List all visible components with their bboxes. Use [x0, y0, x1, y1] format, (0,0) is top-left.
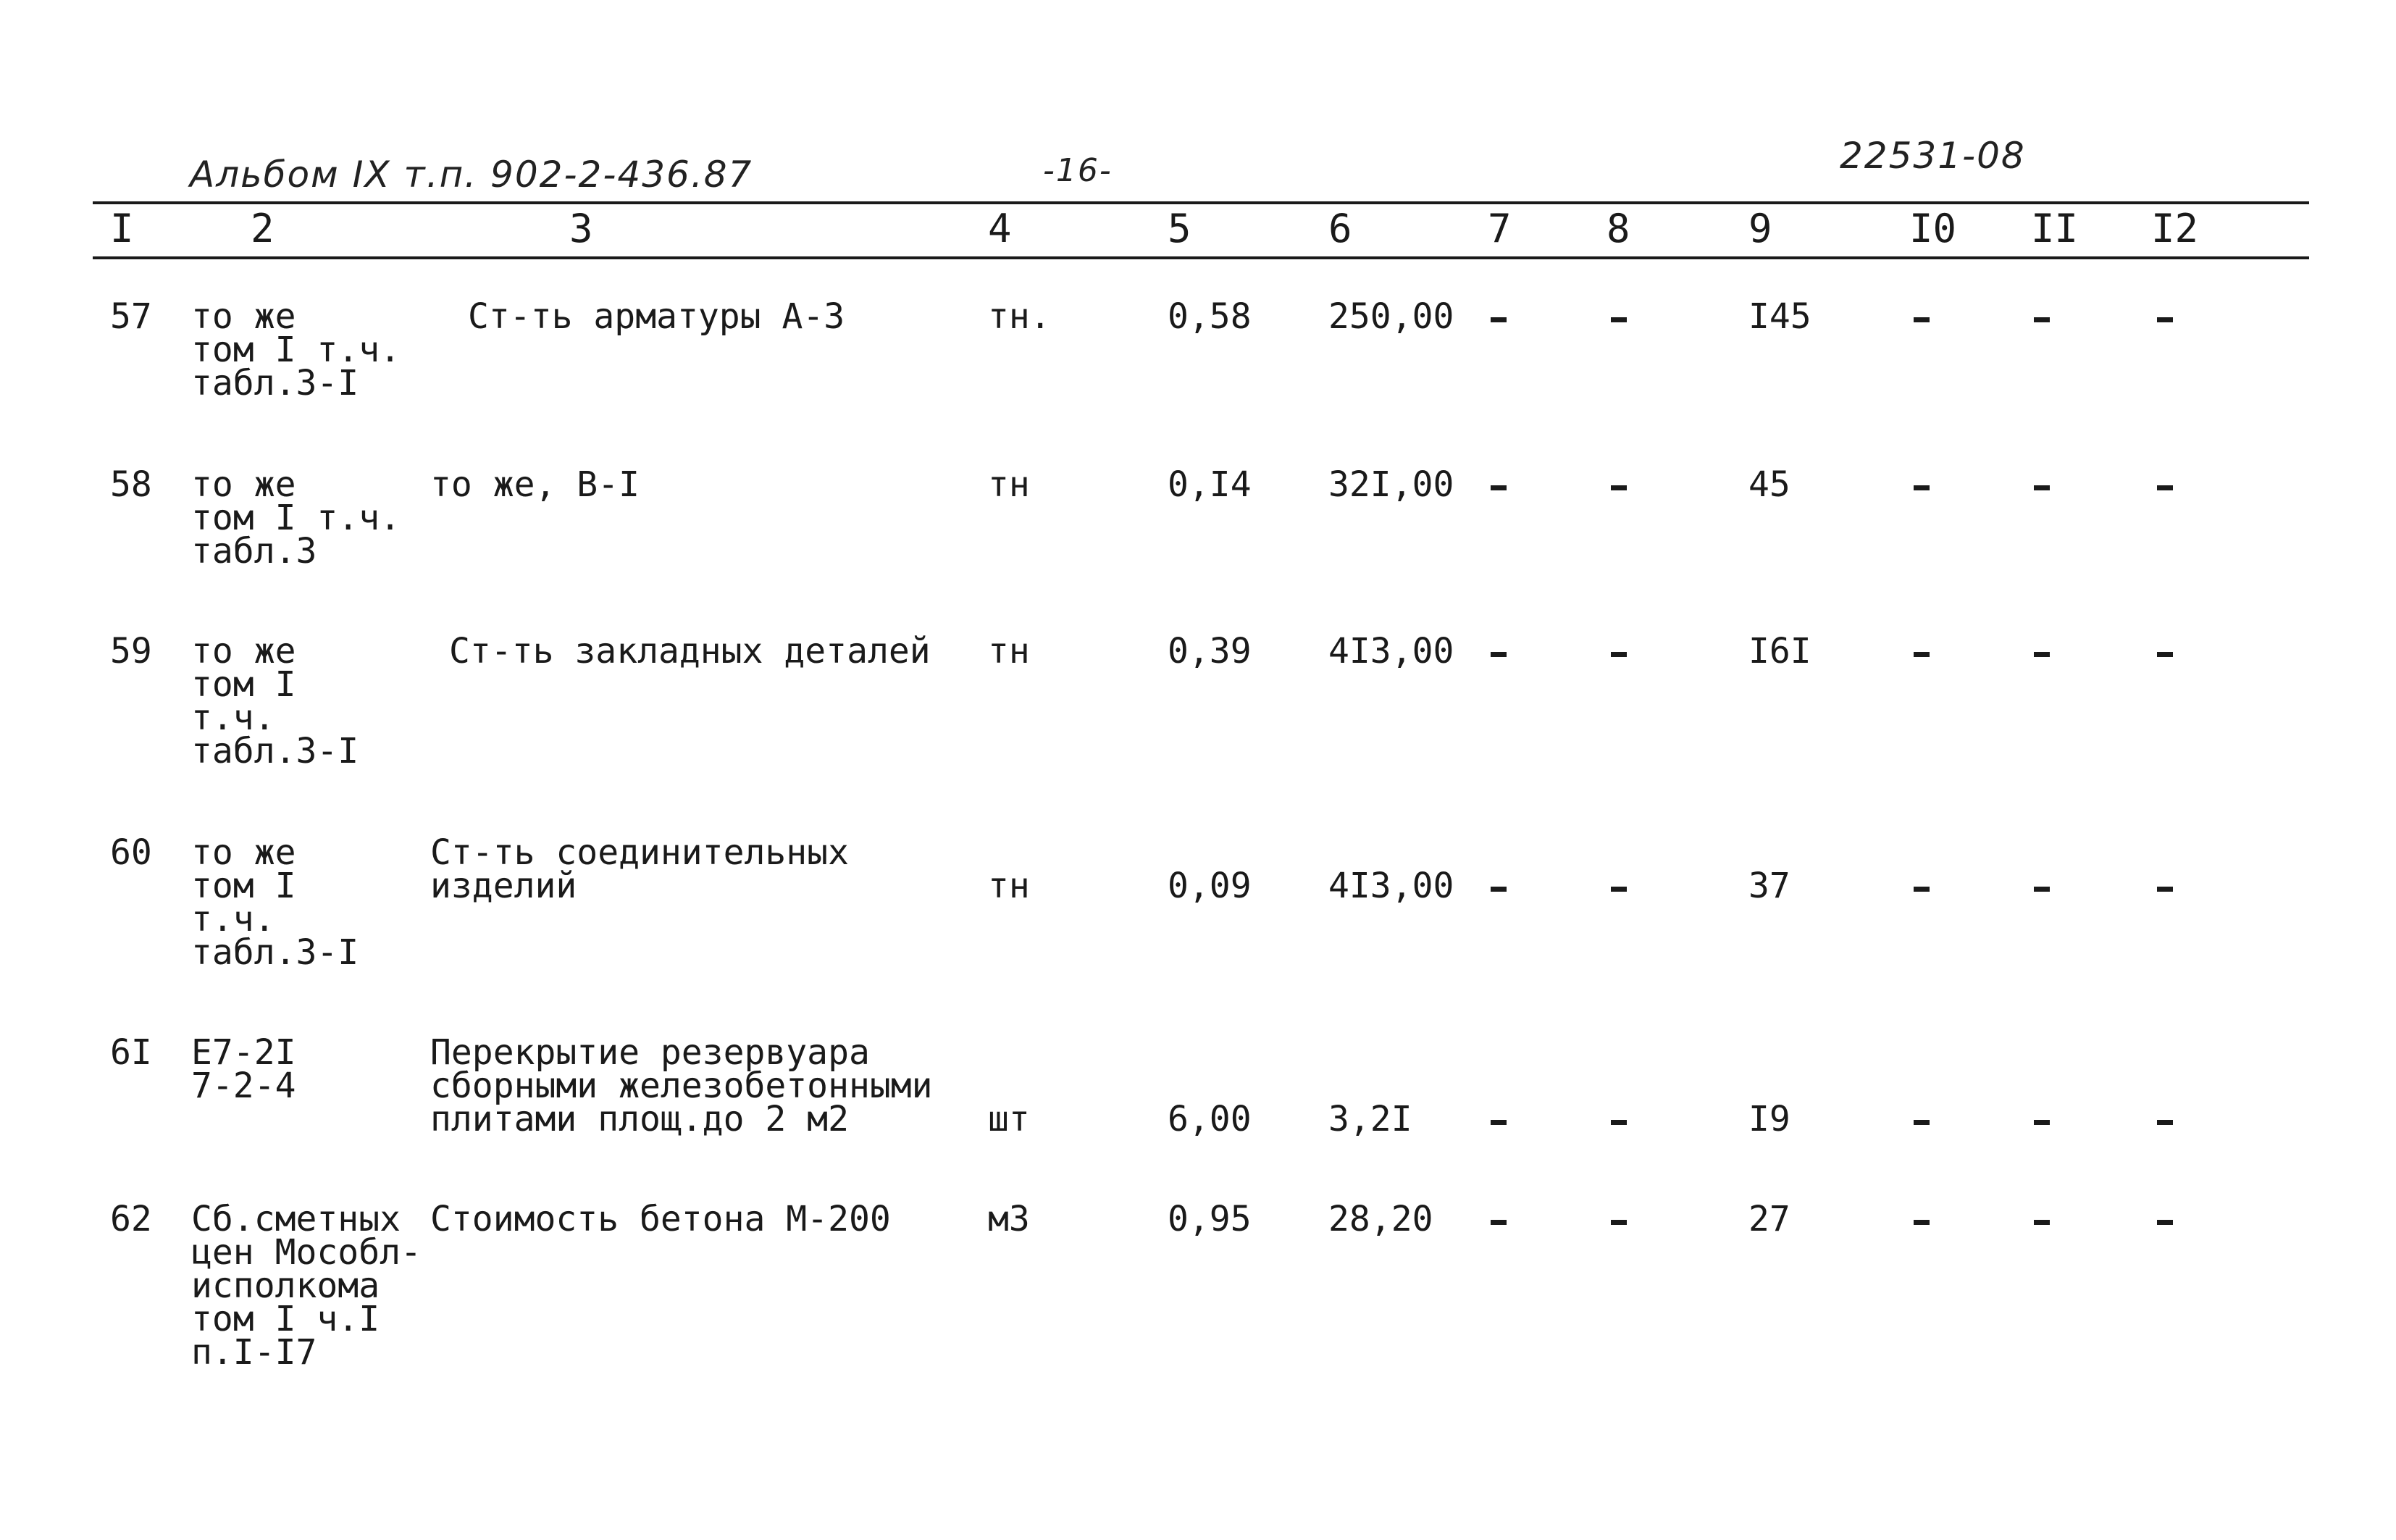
- column-header: 2: [251, 206, 275, 251]
- source-reference: то же том I т.ч. табл.3-I: [191, 631, 359, 771]
- column-header: I0: [1909, 206, 1957, 251]
- quantity: 0,95: [1168, 1199, 1252, 1239]
- quantity: 0,58: [1168, 296, 1252, 337]
- unit: тн.: [988, 296, 1051, 337]
- source-reference: то же том I т.ч. табл.3: [191, 464, 401, 572]
- empty-cell-dash: [2034, 887, 2050, 892]
- total-value: 37: [1748, 866, 1790, 906]
- unit: тн: [988, 866, 1030, 906]
- table-row: [0, 1032, 2396, 1139]
- album-reference: Альбом IX т.п. 902-2-436.87: [190, 154, 753, 196]
- empty-cell-dash: [1491, 485, 1507, 490]
- unit-price: 250,00: [1328, 296, 1454, 337]
- table-row: [0, 1199, 2396, 1373]
- empty-cell-dash: [1611, 485, 1627, 490]
- column-header: 6: [1328, 206, 1352, 251]
- row-number: 59: [110, 631, 152, 671]
- item-name: то же, В-I: [430, 464, 640, 505]
- row-number: 62: [110, 1199, 152, 1239]
- document-code: 22531-08: [1840, 135, 2026, 177]
- empty-cell-dash: [2034, 485, 2050, 490]
- empty-cell-dash: [1491, 652, 1507, 657]
- unit: тн: [988, 631, 1030, 671]
- header-bottom-rule: [93, 256, 2309, 259]
- empty-cell-dash: [2157, 1120, 2173, 1125]
- empty-cell-dash: [1491, 887, 1507, 892]
- empty-cell-dash: [1611, 652, 1627, 657]
- column-header: 3: [569, 206, 593, 251]
- unit-price: 28,20: [1328, 1199, 1433, 1239]
- total-value: 27: [1748, 1199, 1790, 1239]
- empty-cell-dash: [1491, 1120, 1507, 1125]
- source-reference: то же том I т.ч. табл.3-I: [191, 296, 401, 403]
- empty-cell-dash: [1914, 317, 1930, 322]
- row-number: 57: [110, 296, 152, 337]
- item-name: Ст-ть соединительных изделий: [430, 832, 849, 906]
- empty-cell-dash: [1611, 317, 1627, 322]
- column-header: 8: [1607, 206, 1630, 251]
- column-header: 5: [1168, 206, 1191, 251]
- unit: тн: [988, 464, 1030, 505]
- empty-cell-dash: [2034, 1120, 2050, 1125]
- quantity: 0,09: [1168, 866, 1252, 906]
- unit-price: 4I3,00: [1328, 631, 1454, 671]
- empty-cell-dash: [2157, 317, 2173, 322]
- column-header: I: [110, 206, 134, 251]
- item-name: Ст-ть арматуры А-3: [468, 296, 845, 337]
- unit: шт: [988, 1099, 1030, 1139]
- unit: м3: [988, 1199, 1030, 1239]
- unit-price: 3,2I: [1328, 1099, 1412, 1139]
- column-header: II: [2031, 206, 2079, 251]
- empty-cell-dash: [1491, 317, 1507, 322]
- empty-cell-dash: [1914, 1220, 1930, 1225]
- table-row: [0, 464, 2396, 572]
- item-name: Ст-ть закладных деталей: [449, 631, 931, 671]
- empty-cell-dash: [1611, 887, 1627, 892]
- empty-cell-dash: [2157, 652, 2173, 657]
- column-header: 4: [988, 206, 1012, 251]
- empty-cell-dash: [1914, 652, 1930, 657]
- empty-cell-dash: [2034, 1220, 2050, 1225]
- empty-cell-dash: [1611, 1120, 1627, 1125]
- empty-cell-dash: [1491, 1220, 1507, 1225]
- column-header: I2: [2151, 206, 2199, 251]
- row-number: 58: [110, 464, 152, 505]
- quantity: 6,00: [1168, 1099, 1252, 1139]
- total-value: I45: [1748, 296, 1811, 337]
- empty-cell-dash: [1914, 887, 1930, 892]
- column-header: 7: [1488, 206, 1512, 251]
- unit-price: 4I3,00: [1328, 866, 1454, 906]
- column-header: 9: [1748, 206, 1772, 251]
- source-reference: Сб.сметных цен Мособл- исполкома том I ч.I п.I-I7: [191, 1199, 422, 1373]
- header-top-rule: [93, 201, 2309, 204]
- empty-cell-dash: [1914, 1120, 1930, 1125]
- source-reference: Е7-2I 7-2-4: [191, 1032, 296, 1106]
- empty-cell-dash: [2157, 887, 2173, 892]
- empty-cell-dash: [2034, 652, 2050, 657]
- total-value: I9: [1748, 1099, 1790, 1139]
- item-name: Перекрытие резервуара сборными железобетонными плитами площ.до 2 м2: [430, 1032, 933, 1139]
- row-number: 6I: [110, 1032, 152, 1073]
- empty-cell-dash: [1914, 485, 1930, 490]
- empty-cell-dash: [2157, 1220, 2173, 1225]
- total-value: 45: [1748, 464, 1790, 505]
- table-row: [0, 296, 2396, 403]
- item-name: Стоимость бетона М-200: [430, 1199, 891, 1239]
- empty-cell-dash: [2034, 317, 2050, 322]
- unit-price: 32I,00: [1328, 464, 1454, 505]
- page-number: -16-: [1043, 152, 1113, 189]
- total-value: I6I: [1748, 631, 1811, 671]
- row-number: 60: [110, 832, 152, 873]
- quantity: 0,39: [1168, 631, 1252, 671]
- table-row: [0, 832, 2396, 973]
- empty-cell-dash: [2157, 485, 2173, 490]
- quantity: 0,I4: [1168, 464, 1252, 505]
- source-reference: то же том I т.ч. табл.3-I: [191, 832, 359, 973]
- empty-cell-dash: [1611, 1220, 1627, 1225]
